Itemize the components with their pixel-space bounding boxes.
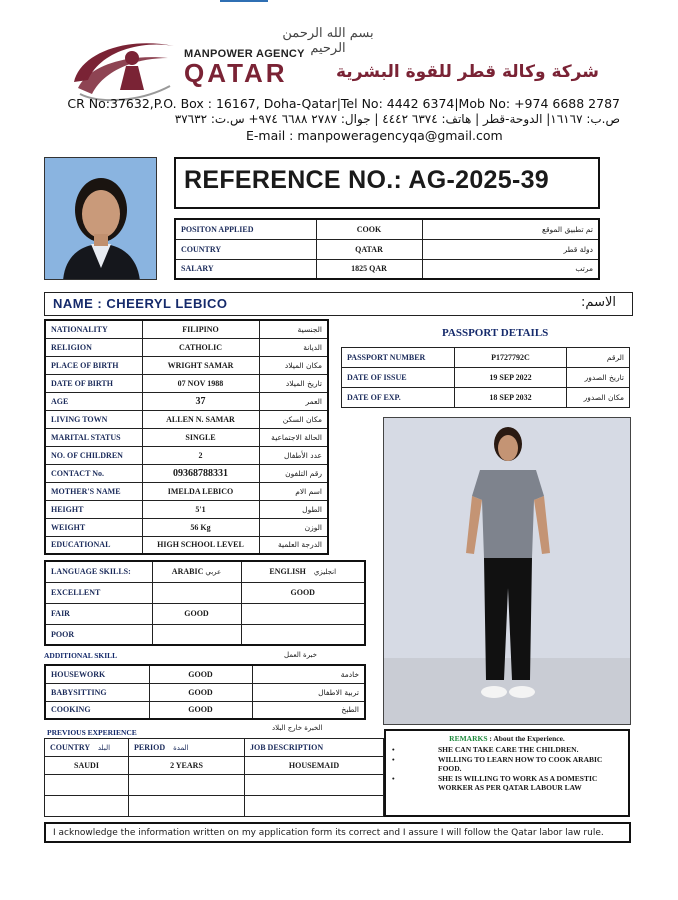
mother-name-label: MOTHER'S NAME [45,482,142,500]
contact-ar: رقم التلفون [259,464,328,482]
marital-status-value: SINGLE [142,428,259,446]
housework-label: HOUSEWORK [45,665,149,683]
living-town-ar: مكان السكن [259,410,328,428]
date-of-issue-label: DATE OF ISSUE [342,368,455,388]
table-row [175,239,599,259]
weight-label: WEIGHT [45,518,142,536]
weight-ar: الوزن [259,518,328,536]
table-row [45,536,328,554]
place-of-birth-value: WRIGHT SAMAR [142,356,259,374]
religion-ar: الديانة [259,338,328,356]
list-item: • SHE IS WILLING TO WORK AS A DOMESTIC WORKER AS PER QATAR LABOUR LAW [392,774,626,792]
reference-box [174,157,600,209]
salary-value: 1825 QAR [316,259,422,279]
applicant-name-ar-label: الاسم: [581,295,616,310]
height-label: HEIGHT [45,500,142,518]
marital-status-label: MARITAL STATUS [45,428,142,446]
agency-name-qatar: QATAR [184,58,288,88]
mother-name-ar: اسم الام [259,482,328,500]
english-excellent: GOOD [241,582,365,603]
passport-number-label: PASSPORT NUMBER [342,348,455,368]
english-label-ar: انجليزي [313,568,337,577]
arabic-poor [152,624,241,645]
nationality-value: FILIPINO [142,320,259,338]
children-value: 2 [142,446,259,464]
table-row [45,683,365,701]
table-row [342,348,630,368]
education-ar: الدرجة العلمية [259,536,328,554]
age-value: 37 [142,392,259,410]
additional-skill-title: ADDITIONAL SKILL [44,651,118,660]
position-applied-value: COOK [316,219,422,239]
date-of-birth-ar: تاريخ الميلاد [259,374,328,392]
applicant-name: NAME : CHEERYL LEBICO [53,296,228,311]
babysitting-label: BABYSITTING [45,683,149,701]
contact-line-en: CR No:37632,P.O. Box : 16167, Doha-Qatar|Tel No: 4442 6374|Mob No: +974 6688 2787 [67,96,620,111]
passport-table [341,347,630,408]
date-of-issue-ar: تاريخ الصدور [567,368,630,388]
applicant-headshot-photo [44,157,157,280]
mother-name-value: IMELDA LEBICO [142,482,259,500]
applicant-full-body-photo [383,417,631,725]
table-row [175,219,599,239]
previous-experience-title: PREVIOUS EXPERIENCE [47,728,137,737]
table-row [45,320,328,338]
exp-country: SAUDI [45,757,129,775]
contact-value: 09368788331 [142,464,259,482]
table-row [45,392,328,410]
english-poor [241,624,365,645]
table-row [45,561,365,582]
date-of-issue-value: 19 SEP 2022 [455,368,567,388]
position-table [174,218,600,280]
country-header-label: COUNTRY [50,743,90,752]
table-row [45,701,365,719]
period-header-ar: المدة [173,744,189,752]
agency-email: E-mail : manpoweragencyqa@gmail.com [246,128,503,143]
table-row [342,368,630,388]
height-value: 5'1 [142,500,259,518]
table-row [342,388,630,408]
reference-number: REFERENCE NO.: AG-2025-39 [184,166,549,194]
english-label: ENGLISH [269,567,306,577]
arabic-label: ARABIC [171,567,204,577]
agency-name-ar: شركة وكالة قطر للقوة البشرية [336,62,599,82]
remarks-title [386,734,628,743]
table-row [45,739,384,757]
table-row [45,464,328,482]
country-value: QATAR [316,239,422,259]
level-poor: POOR [45,624,152,645]
table-row [45,603,365,624]
table-row [45,518,328,536]
date-of-exp-label: DATE OF EXP. [342,388,455,408]
passport-details-title: PASSPORT DETAILS [442,327,549,339]
cooking-label: COOKING [45,701,149,719]
language-skills-label: LANGUAGE SKILLS: [45,561,152,582]
arabic-excellent [152,582,241,603]
period-column-header [129,739,245,757]
arabic-column-header [152,561,241,582]
living-town-value: ALLEN N. SAMAR [142,410,259,428]
name-bar [44,292,633,316]
table-row [45,624,365,645]
contact-label: CONTACT No. [45,464,142,482]
personal-details-table [44,319,329,555]
english-fair [241,603,365,624]
table-row [45,775,384,796]
table-row [45,428,328,446]
country-label: COUNTRY [175,239,316,259]
agency-name-en: MANPOWER AGENCY [184,48,305,60]
cooking-level: GOOD [149,701,252,719]
additional-skills-table [44,664,366,720]
table-row [175,259,599,279]
living-town-label: LIVING TOWN [45,410,142,428]
arabic-fair: GOOD [152,603,241,624]
date-of-exp-ar: مكان الصدور [567,388,630,408]
table-row [45,582,365,603]
date-of-birth-value: 07 NOV 1988 [142,374,259,392]
table-row [45,757,384,775]
passport-number-value: P1727792C [455,348,567,368]
table-row [45,374,328,392]
place-of-birth-label: PLACE OF BIRTH [45,356,142,374]
table-row [45,356,328,374]
remarks-label: REMARKS [449,734,488,743]
table-row [45,338,328,356]
date-of-birth-label: DATE OF BIRTH [45,374,142,392]
country-column-header [45,739,129,757]
nationality-label: NATIONALITY [45,320,142,338]
table-row [45,482,328,500]
english-column-header [241,561,365,582]
table-row [45,665,365,683]
additional-skill-title-ar: خبرة العمل [284,651,317,659]
table-row [45,446,328,464]
nationality-ar: الجنسية [259,320,328,338]
salary-ar: مرتب [422,259,599,279]
level-fair: FAIR [45,603,152,624]
previous-experience-title-ar: الخبرة خارج البلاد [272,724,323,732]
agency-logo [70,24,180,104]
exp-job: HOUSEMAID [245,757,384,775]
position-applied-ar: تم تطبيق الموقع [422,219,599,239]
table-row [45,410,328,428]
marital-status-ar: الحالة الاجتماعية [259,428,328,446]
country-header-ar: البلد [97,744,111,752]
exp-period: 2 YEARS [129,757,245,775]
cooking-ar: الطبخ [252,701,365,719]
period-header-label: PERIOD [134,743,166,752]
height-ar: الطول [259,500,328,518]
country-ar: دولة قطر [422,239,599,259]
table-row [45,796,384,817]
list-item: • WILLING TO LEARN HOW TO COOK ARABIC FOOD. [392,755,626,773]
babysitting-level: GOOD [149,683,252,701]
level-excellent: EXCELLENT [45,582,152,603]
children-ar: عدد الأطفال [259,446,328,464]
age-label: AGE [45,392,142,410]
place-of-birth-ar: مكان الميلاد [259,356,328,374]
list-item: • SHE CAN TAKE CARE THE CHILDREN. [392,745,626,754]
salary-label: SALARY [175,259,316,279]
remarks-subtitle: : About the Experience. [489,734,565,743]
weight-value: 56 Kg [142,518,259,536]
date-of-exp-value: 18 SEP 2032 [455,388,567,408]
contact-line-ar: ص.ب: ١٦١٦٧| الدوحة-قطر | هاتف: ٦٣٧٤ ٤٤٤٢ | جوال: ٢٧٨٧ ٦٦٨٨ ٩٧٤+ س.ت: ٣٧٦٣٢ [174,112,620,126]
arabic-label-ar: عربي [205,568,222,577]
age-ar: العمر [259,392,328,410]
job-column-header: JOB DESCRIPTION [245,739,384,757]
religion-label: RELIGION [45,338,142,356]
housework-level: GOOD [149,665,252,683]
top-accent-bar [220,0,268,2]
table-row [45,500,328,518]
language-skills-table [44,560,366,646]
housework-ar: خادمة [252,665,365,683]
position-applied-label: POSITON APPLIED [175,219,316,239]
remarks-list [392,745,626,793]
religion-value: CATHOLIC [142,338,259,356]
remarks-box [384,729,630,817]
passport-number-ar: الرقم [567,348,630,368]
education-label: EDUCATIONAL [45,536,142,554]
education-value: HIGH SCHOOL LEVEL [142,536,259,554]
babysitting-ar: تربية الاطفال [252,683,365,701]
acknowledgement-statement: I acknowledge the information written on my application form its correct and I assure I will follow the Qatar labor law rule. [44,822,631,843]
experience-table [44,738,384,817]
basmala-calligraphy: بسم الله الرحمن الرحيم [282,26,374,56]
children-label: NO. OF CHILDREN [45,446,142,464]
